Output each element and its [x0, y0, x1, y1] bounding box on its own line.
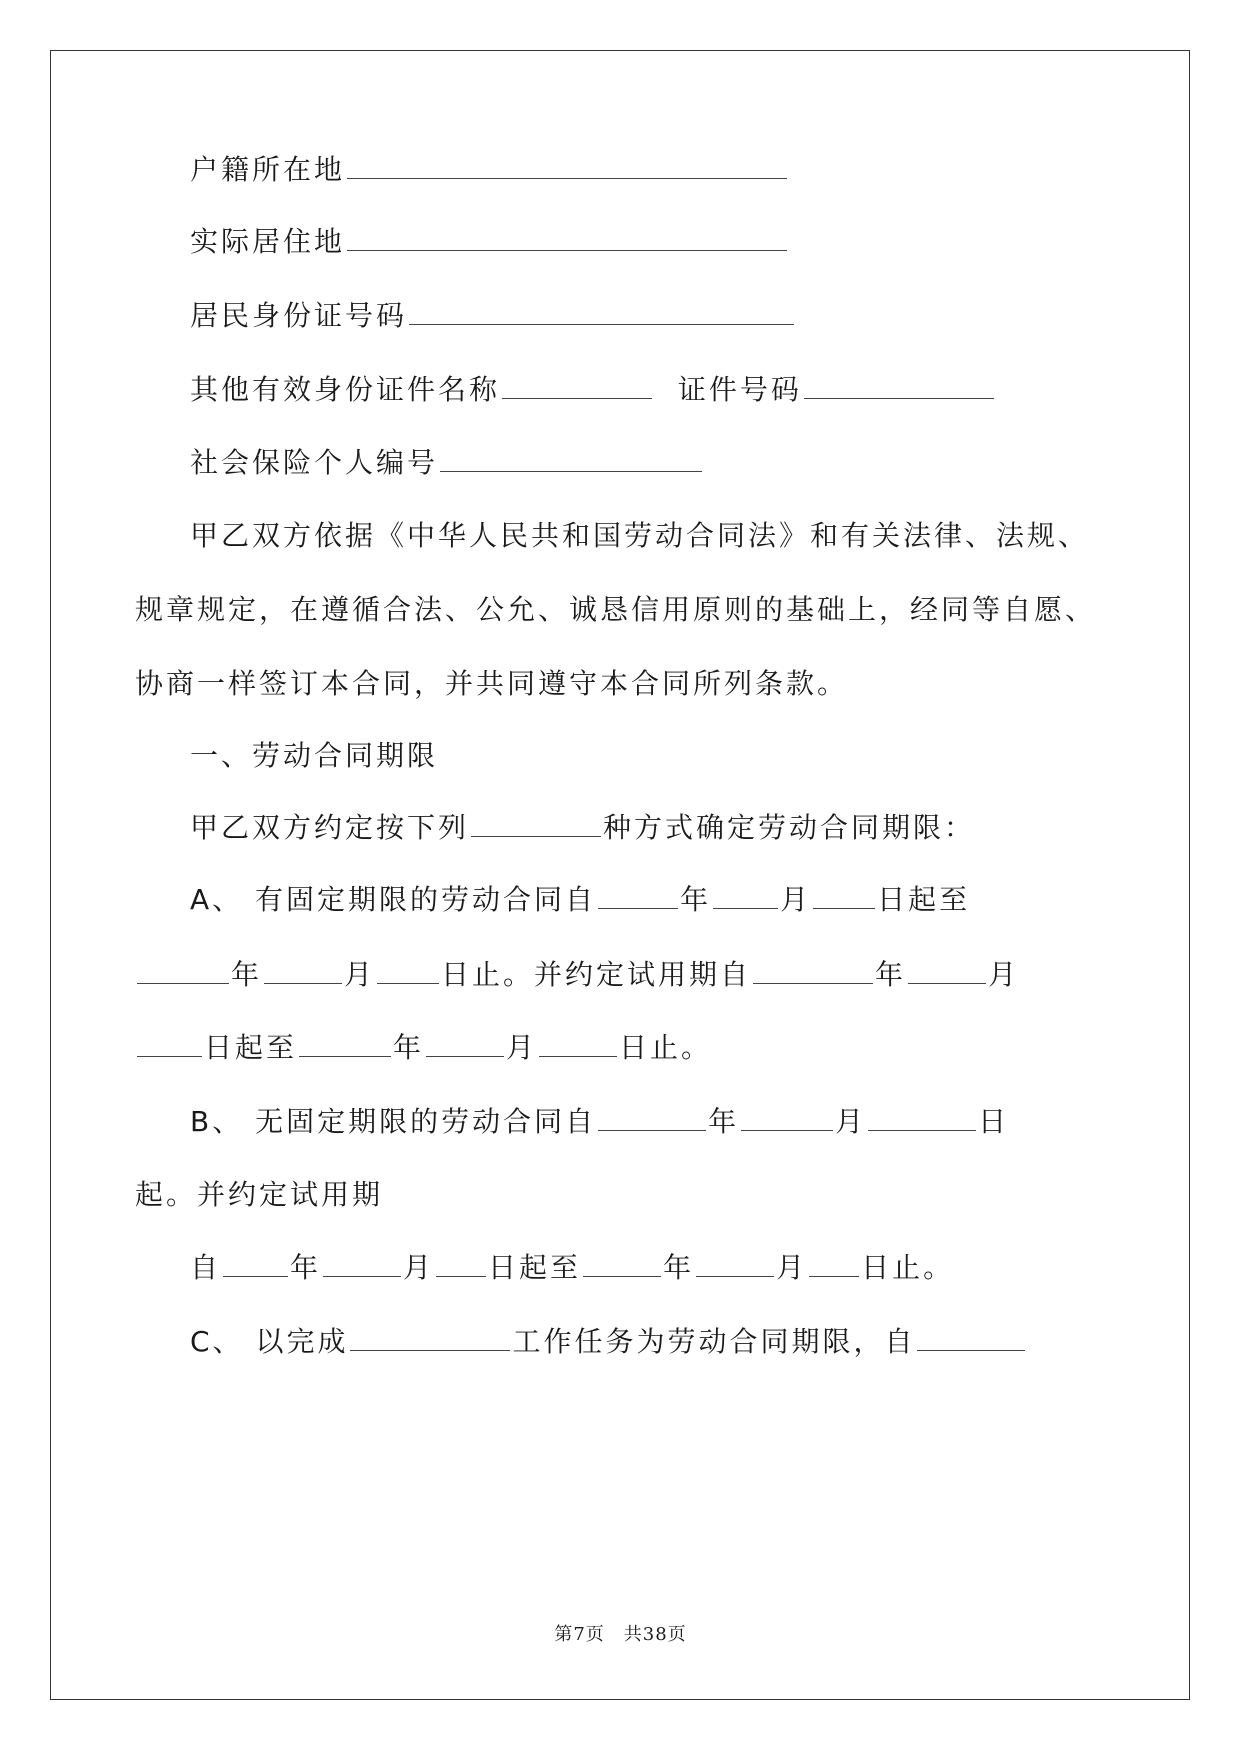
current-page: 7 [573, 1624, 586, 1645]
option-a-line-3 [135, 1028, 712, 1068]
text: 年 [393, 1031, 425, 1064]
fill-blank[interactable] [377, 955, 439, 984]
text: 日起至 [877, 883, 971, 916]
total-pages: 38 [642, 1624, 668, 1645]
fill-blank[interactable] [137, 955, 229, 984]
field-label: 居民身份证号码 [190, 299, 408, 332]
option-b-line-3 [190, 1248, 954, 1288]
text: 年 [663, 1251, 695, 1284]
field-label: 实际居住地 [190, 225, 346, 258]
option-a-line-2 [135, 955, 1019, 995]
text: 日 [978, 1105, 1010, 1138]
text: 年 [708, 1105, 740, 1138]
intro-line-3: 协商一样签订本合同，并共同遵守本合同所列条款。 [135, 667, 849, 700]
fill-blank[interactable] [813, 880, 875, 909]
text: 月 [780, 883, 812, 916]
text: 页 [667, 1624, 687, 1645]
fill-blank[interactable] [347, 222, 787, 251]
fill-blank[interactable] [583, 1248, 661, 1277]
fill-blank[interactable] [347, 150, 787, 179]
text: 第 [554, 1624, 574, 1645]
text: B、 无固定期限的劳动合同自 [190, 1105, 597, 1138]
text: 页 共 [585, 1624, 643, 1645]
text: 月 [835, 1105, 867, 1138]
fill-blank[interactable] [264, 955, 342, 984]
text: 月 [776, 1251, 808, 1284]
fill-blank[interactable] [223, 1248, 288, 1277]
text: 年 [680, 883, 712, 916]
fill-blank[interactable] [502, 370, 652, 399]
text: A、 有固定期限的劳动合同自 [190, 883, 597, 916]
household-registration-row [190, 150, 789, 190]
text: 日起至 [204, 1031, 298, 1064]
fill-blank[interactable] [696, 1248, 774, 1277]
text: 年 [290, 1251, 322, 1284]
fill-blank[interactable] [436, 1248, 486, 1277]
text: 自 [190, 1251, 222, 1284]
text: C、 以完成 [190, 1325, 349, 1358]
text: 工作任务为劳动合同期限，自 [512, 1325, 916, 1358]
fill-blank[interactable] [471, 808, 601, 837]
page-number-footer [0, 1620, 1241, 1646]
fill-blank[interactable] [350, 1322, 510, 1351]
text: 年 [231, 958, 263, 991]
social-insurance-row [190, 443, 704, 483]
section-heading: 一、劳动合同期限 [190, 739, 439, 772]
fill-blank[interactable] [753, 955, 873, 984]
fill-blank[interactable] [598, 1102, 706, 1131]
fill-blank[interactable] [598, 880, 678, 909]
fill-blank[interactable] [804, 370, 994, 399]
text: 日起至 [488, 1251, 582, 1284]
fill-blank[interactable] [440, 443, 702, 472]
intro-line-1: 甲乙双方依据《中华人民共和国劳动合同法》和有关法律、法规、 [190, 519, 1090, 552]
text: 日止。 [861, 1251, 955, 1284]
text: 月 [403, 1251, 435, 1284]
field-label: 其他有效身份证件名称 [190, 373, 501, 406]
actual-residence-row [190, 222, 789, 262]
field-label: 社会保险个人编号 [190, 446, 439, 479]
fill-blank[interactable] [713, 880, 778, 909]
fill-blank[interactable] [741, 1102, 833, 1131]
fill-blank[interactable] [409, 296, 794, 325]
fill-blank[interactable] [323, 1248, 401, 1277]
option-b-line-1 [190, 1102, 1009, 1142]
field-label: 户籍所在地 [190, 153, 346, 186]
fill-blank[interactable] [868, 1102, 976, 1131]
text: 月 [988, 958, 1020, 991]
field-label: 证件号码 [677, 373, 802, 406]
fill-blank[interactable] [426, 1028, 504, 1057]
fill-blank[interactable] [299, 1028, 391, 1057]
method-row [190, 808, 975, 848]
text: 种方式确定劳动合同期限： [603, 811, 976, 844]
option-b-line-2: 起。并约定试用期 [135, 1178, 384, 1211]
option-a-line-1 [190, 880, 970, 920]
option-c-line-1 [190, 1322, 1027, 1362]
id-number-row [190, 296, 796, 336]
fill-blank[interactable] [917, 1322, 1025, 1351]
text: 日止。并约定试用期自 [441, 958, 752, 991]
fill-blank[interactable] [539, 1028, 617, 1057]
text: 月 [344, 958, 376, 991]
text: 月 [506, 1031, 538, 1064]
text: 年 [875, 958, 907, 991]
fill-blank[interactable] [908, 955, 986, 984]
intro-line-2: 规章规定，在遵循合法、公允、诚恳信用原则的基础上，经同等自愿、 [135, 593, 1097, 626]
fill-blank[interactable] [809, 1248, 859, 1277]
text: 甲乙双方约定按下列 [190, 811, 470, 844]
other-id-row [190, 370, 996, 410]
fill-blank[interactable] [137, 1028, 202, 1057]
text: 日止。 [619, 1031, 713, 1064]
